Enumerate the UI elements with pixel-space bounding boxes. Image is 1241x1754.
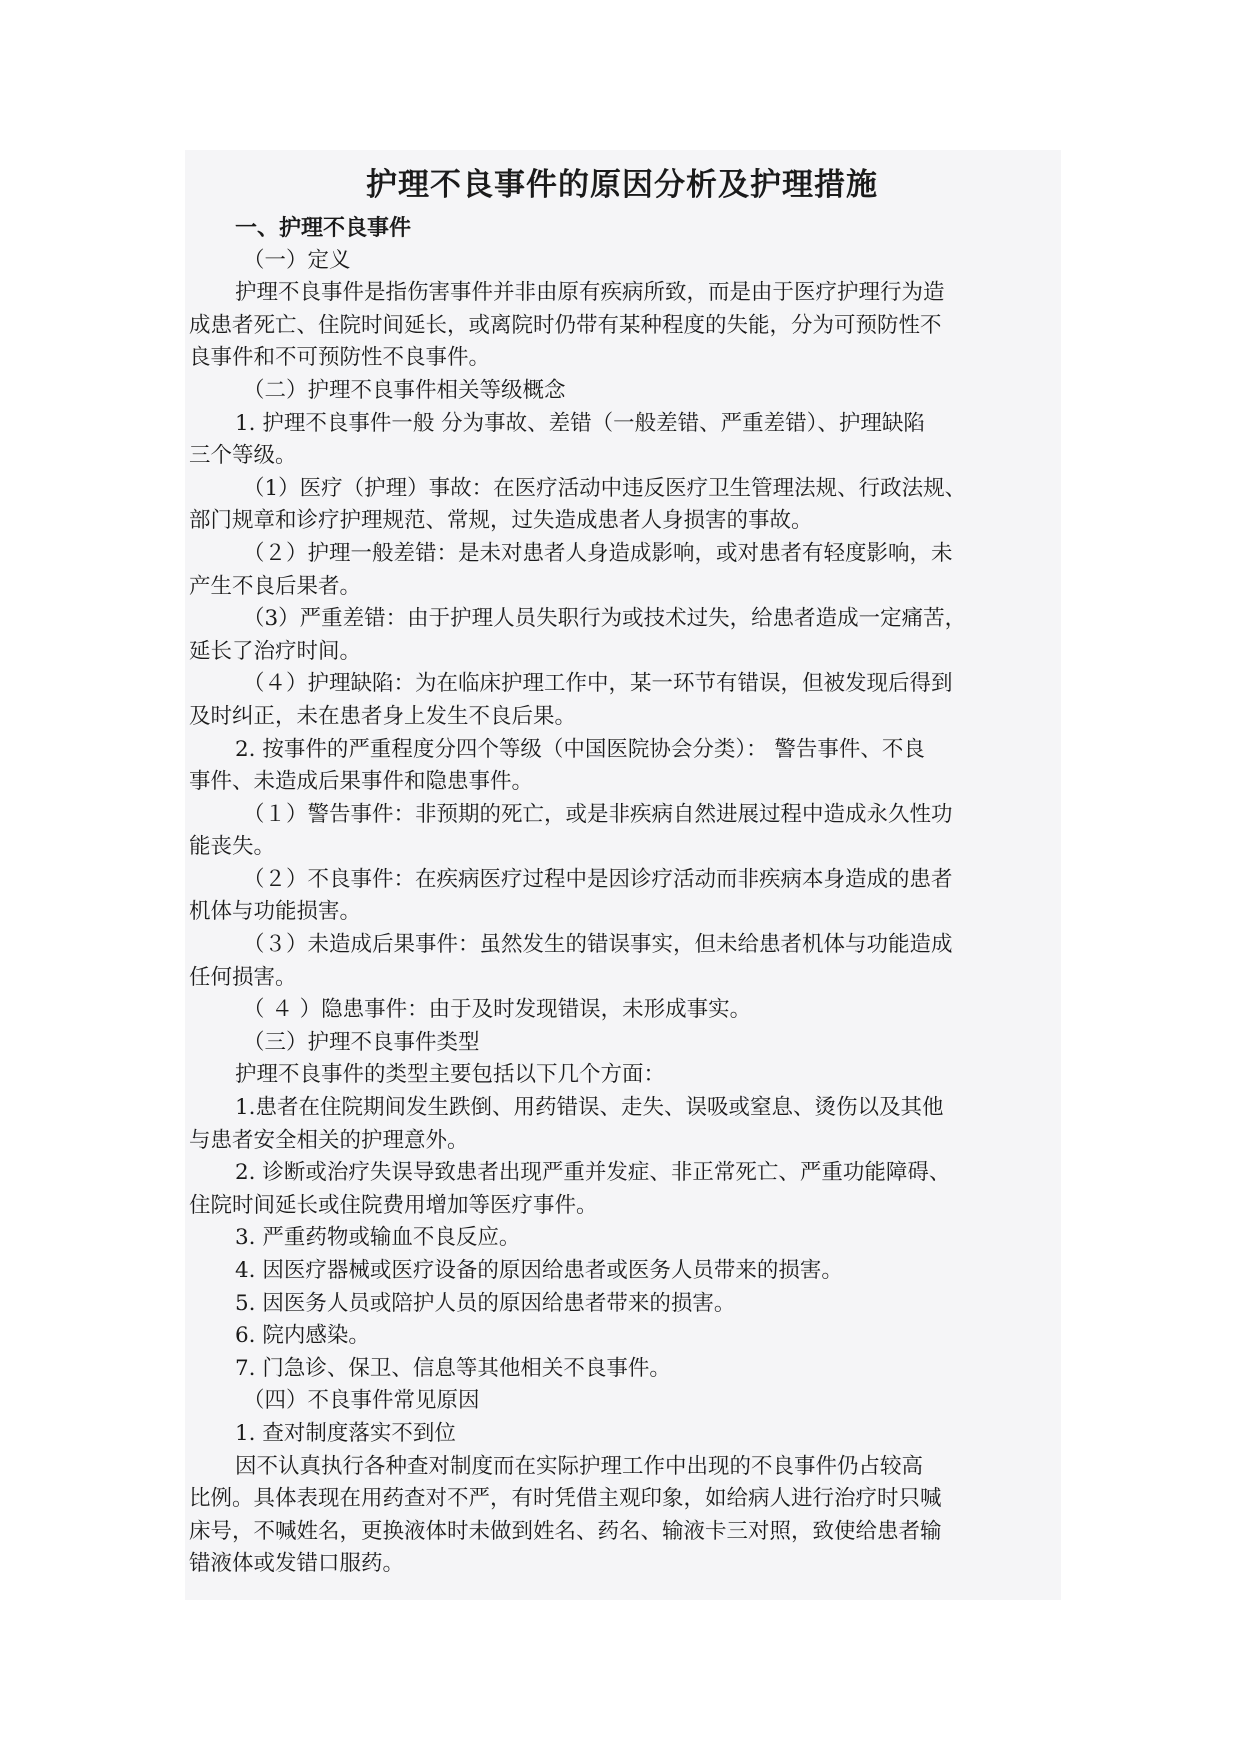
text-line: 及时纠正，未在患者身上发生不良后果。 — [189, 703, 577, 729]
text-line: （四）不良事件常见原因 — [243, 1388, 480, 1414]
text-line: （２）护理一般差错：是未对患者人身造成影响，或对患者有轻度影响，未 — [243, 540, 953, 566]
text-line: 5. 因医务人员或陪护人员的原因给患者带来的损害。 — [235, 1290, 736, 1316]
text-line: 成患者死亡、住院时间延长，或离院时仍带有某种程度的失能，分为可预防性不 — [189, 312, 942, 338]
text-line: （２）不良事件：在疾病医疗过程中是因诊疗活动而非疾病本身造成的患者 — [243, 866, 953, 892]
text-line: 护理不良事件的类型主要包括以下几个方面： — [235, 1062, 666, 1088]
document-body — [189, 212, 1055, 1581]
text-line: 1. 查对制度落实不到位 — [235, 1420, 456, 1446]
text-line: （４）护理缺陷：为在临床护理工作中，某一环节有错误，但被发现后得到 — [243, 671, 953, 697]
text-line: 1.患者在住院期间发生跌倒、用药错误、走失、误吸或窒息、烫伤以及其他 — [235, 1095, 944, 1121]
text-line: 1. 护理不良事件一般 分为事故、差错（一般差错、严重差错）、护理缺陷 — [235, 410, 925, 436]
text-line: 护理不良事件是指伤害事件并非由原有疾病所致，而是由于医疗护理行为造 — [235, 280, 945, 306]
page-title: 护理不良事件的原因分析及护理措施 — [366, 167, 878, 203]
text-line: （3）严重差错：由于护理人员失职行为或技术过失，给患者造成一定痛苦， — [243, 606, 967, 632]
text-line: 6. 院内感染。 — [235, 1323, 370, 1349]
text-line: 事件、未造成后果事件和隐患事件。 — [189, 769, 534, 795]
text-line: 错液体或发错口服药。 — [189, 1551, 405, 1577]
text-line: 产生不良后果者。 — [189, 573, 362, 599]
text-line: 部门规章和诊疗护理规范、常规，过失造成患者人身损害的事故。 — [189, 508, 813, 534]
text-line: 2. 按事件的严重程度分四个等级（中国医院协会分类）： 警告事件、不良 — [235, 736, 925, 762]
text-line: 因不认真执行各种查对制度而在实际护理工作中出现的不良事件仍占较高 — [235, 1453, 924, 1479]
text-line: 4. 因医疗器械或医疗设备的原因给患者或医务人员带来的损害。 — [235, 1258, 843, 1283]
text-line: （三）护理不良事件类型 — [243, 1029, 480, 1055]
text-line: 床号，不喊姓名，更换液体时未做到姓名、药名、输液卡三对照，致使给患者输 — [189, 1518, 942, 1544]
text-line: 住院时间延长或住院费用增加等医疗事件。 — [189, 1192, 598, 1218]
text-line: 机体与功能损害。 — [189, 899, 362, 925]
text-line: 3. 严重药物或输血不良反应。 — [235, 1225, 521, 1251]
text-line: 任何损害。 — [189, 964, 297, 990]
text-line: 延长了治疗时间。 — [189, 638, 362, 664]
text-line: （一）定义 — [243, 247, 351, 273]
text-line: （１）警告事件：非预期的死亡，或是非疾病自然进展过程中造成永久性功 — [243, 801, 953, 827]
text-line: 良事件和不可预防性不良事件。 — [189, 345, 491, 371]
text-line: （二）护理不良事件相关等级概念 — [243, 377, 566, 403]
text-line: 与患者安全相关的护理意外。 — [189, 1127, 469, 1153]
text-line: （ ４ ）隐患事件：由于及时发现错误，未形成事实。 — [243, 997, 752, 1023]
text-line: 7. 门急诊、保卫、信息等其他相关不良事件。 — [235, 1355, 671, 1381]
text-line: 2. 诊断或治疗失误导致患者出现严重并发症、非正常死亡、严重功能障碍、 — [235, 1160, 951, 1186]
text-line: 比例。具体表现在用药查对不严，有时凭借主观印象，如给病人进行治疗时只喊 — [189, 1486, 942, 1512]
section-heading: 一、护理不良事件 — [235, 215, 412, 241]
text-line: （1）医疗（护理）事故：在医疗活动中违反医疗卫生管理法规、行政法规、 — [243, 475, 967, 501]
text-line: 能丧失。 — [189, 834, 276, 860]
text-line: 三个等级。 — [189, 443, 297, 469]
text-line: （３）未造成后果事件：虽然发生的错误事实，但未给患者机体与功能造成 — [243, 932, 953, 958]
document-page — [185, 150, 1061, 1600]
